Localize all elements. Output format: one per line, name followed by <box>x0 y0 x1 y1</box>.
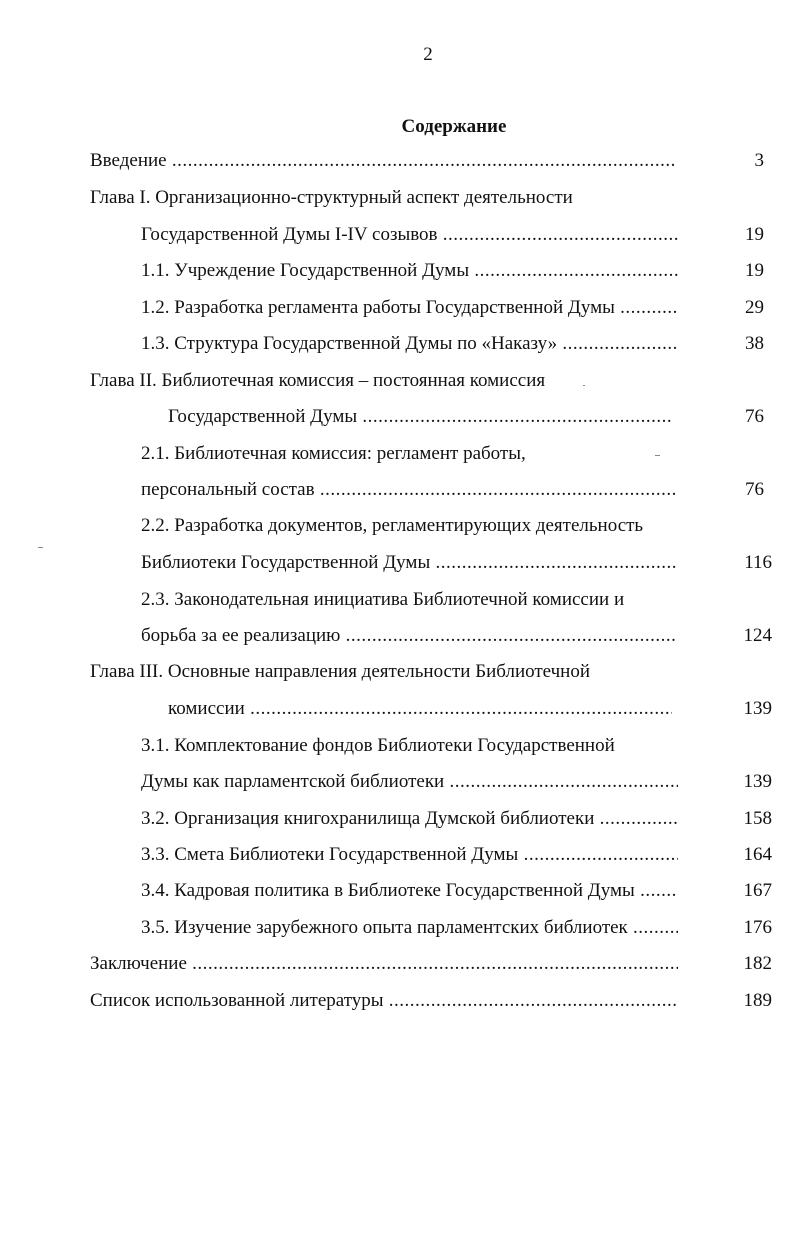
toc-entry-page: 167 <box>743 880 772 901</box>
toc-entry-text: 1.1. Учреждение Государственной Думы ..... <box>141 260 678 281</box>
toc-entry-page: 3 <box>754 150 764 171</box>
toc-entry-section-2-3[interactable] <box>141 587 681 613</box>
toc-entry-page: 164 <box>743 844 772 865</box>
toc-entry-section-3-3[interactable] <box>141 842 678 868</box>
toc-entry-text: Думы как парламентской библиотеки ..... <box>141 771 678 792</box>
toc-entry-page: 176 <box>743 917 772 938</box>
toc-title: Содержание <box>401 116 507 137</box>
toc-entry-chapter-1[interactable] <box>90 185 690 211</box>
toc-entry-page: 124 <box>743 625 772 646</box>
toc-entry-section-3-2[interactable] <box>141 806 678 832</box>
toc-entry-section-3-1[interactable] <box>141 733 661 759</box>
toc-entry-page: 139 <box>743 698 772 719</box>
toc-entry-section-3-1-cont[interactable] <box>141 769 678 795</box>
toc-entry-text: персональный состав ..... <box>141 479 678 500</box>
toc-entry-text: 3.5. Изучение зарубежного опыта парламентских библиотек ..... <box>141 917 678 938</box>
toc-entry-chapter-2[interactable] <box>90 368 690 394</box>
toc-entry-text: Глава III. Основные направления деятельности Библиотечной <box>90 661 591 682</box>
toc-entry-text: Введение ..... <box>90 150 675 171</box>
toc-entry-page: 139 <box>743 771 772 792</box>
scan-speck <box>583 385 585 386</box>
toc-entry-text: 3.2. Организация книгохранилища Думской библиотеки ..... <box>141 808 678 829</box>
toc-entry-text: 3.4. Кадровая политика в Библиотеке Государственной Думы ..... <box>141 880 678 901</box>
scan-speck <box>655 455 660 456</box>
toc-entry-section-2-1[interactable] <box>141 441 661 467</box>
toc-entry-bibliography[interactable] <box>90 988 678 1014</box>
toc-entry-page: 158 <box>743 808 772 829</box>
toc-entry-text: 1.3. Структура Государственной Думы по «Наказу» ..... <box>141 333 678 354</box>
toc-entry-text: 2.3. Законодательная инициатива Библиотечной комиссии и <box>141 589 625 610</box>
toc-entry-text: 3.1. Комплектование фондов Библиотеки Государственной <box>141 735 615 756</box>
toc-entry-section-1-2[interactable] <box>141 295 678 321</box>
toc-entry-text: Глава I. Организационно-структурный аспект деятельности <box>90 187 573 208</box>
toc-entry-page: 116 <box>744 552 772 573</box>
toc-entry-chapter-3[interactable] <box>90 659 690 685</box>
toc-entry-section-2-2[interactable] <box>141 513 681 539</box>
toc-entry-section-3-5[interactable] <box>141 915 678 941</box>
toc-entry-page: 29 <box>745 297 764 318</box>
toc-entry-section-3-4[interactable] <box>141 878 678 904</box>
toc-entry-text: 3.3. Смета Библиотеки Государственной Думы ..... <box>141 844 678 865</box>
toc-entry-text: комиссии ..... <box>168 698 672 719</box>
toc-entry-text: Государственной Думы ..... <box>168 406 672 427</box>
toc-entry-section-2-3-cont[interactable] <box>141 623 675 649</box>
toc-entry-page: 19 <box>745 224 764 245</box>
toc-entry-page: 19 <box>745 260 764 281</box>
toc-entry-section-2-2-cont[interactable] <box>141 550 678 576</box>
scan-speck <box>38 547 43 548</box>
toc-entry-text: Заключение ..... <box>90 953 678 974</box>
toc-entry-text: Глава II. Библиотечная комиссия – постоянная комиссия <box>90 370 546 391</box>
toc-entry-section-2-1-cont[interactable] <box>141 477 678 503</box>
toc-entry-text: Библиотеки Государственной Думы ..... <box>141 552 678 573</box>
toc-entry-page: 76 <box>745 406 764 427</box>
toc-entry-chapter-2-cont[interactable] <box>168 404 672 430</box>
toc-entry-conclusion[interactable] <box>90 951 678 977</box>
toc-entry-page: 38 <box>745 333 764 354</box>
toc-entry-text: борьба за ее реализацию ..... <box>141 625 675 646</box>
toc-entry-page: 189 <box>743 990 772 1011</box>
toc-entry-section-1-1[interactable] <box>141 258 678 284</box>
page-number: 2 <box>423 44 433 65</box>
toc-entry-text: 2.1. Библиотечная комиссия: регламент работы, <box>141 443 526 464</box>
toc-entry-introduction[interactable] <box>90 148 675 174</box>
toc-entry-page: 76 <box>745 479 764 500</box>
toc-entry-text: Список использованной литературы ..... <box>90 990 678 1011</box>
toc-entry-page: 182 <box>743 953 772 974</box>
toc-entry-chapter-1-cont[interactable] <box>141 222 678 248</box>
toc-entry-chapter-3-cont[interactable] <box>168 696 672 722</box>
toc-entry-text: Государственной Думы I-IV созывов ..... <box>141 224 678 245</box>
toc-entry-text: 2.2. Разработка документов, регламентирующих деятельность <box>141 515 644 536</box>
toc-entry-section-1-3[interactable] <box>141 331 678 357</box>
toc-entry-text: 1.2. Разработка регламента работы Государственной Думы ..... <box>141 297 678 318</box>
